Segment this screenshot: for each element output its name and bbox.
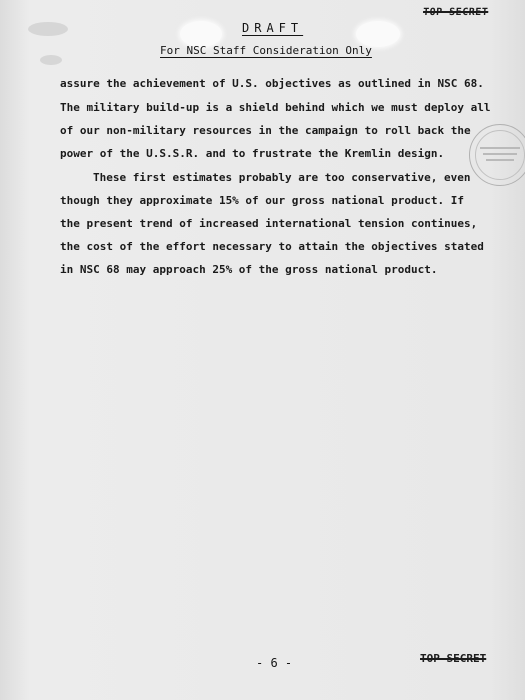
paragraph-2-line-5: in NSC 68 may approach 25% of the gross national product. <box>60 263 438 276</box>
draft-label: DRAFT <box>242 21 304 35</box>
archival-stamp-seal <box>469 124 525 186</box>
paragraph-2-line-4: the cost of the effort necessary to attain the objectives stated <box>60 240 484 253</box>
paragraph-1-line-1: assure the achievement of U.S. objectives as outlined in NSC 68. <box>60 77 484 90</box>
stamp-line <box>480 147 520 149</box>
classification-mark-top: TOP SECRET <box>422 7 489 18</box>
consideration-note: For NSC Staff Consideration Only <box>160 44 372 57</box>
classification-mark-bottom: TOP SECRET <box>420 652 487 665</box>
corner-smudge <box>28 22 68 36</box>
paragraph-1-line-2: The military build-up is a shield behind which we must deploy all <box>60 101 491 114</box>
paragraph-2-line-1: These first estimates probably are too conservative, even <box>93 171 471 184</box>
paragraph-1-line-4: power of the U.S.S.R. and to frustrate the Kremlin design. <box>60 147 445 160</box>
paragraph-2-line-2: though they approximate 15% of our gross national product. If <box>60 194 464 207</box>
paragraph-1-line-3: of our non-military resources in the campaign to roll back the <box>60 124 471 137</box>
paragraph-2-line-3: the present trend of increased international tension continues, <box>60 217 478 230</box>
margin-smudge <box>40 55 62 65</box>
page-number: - 6 - <box>256 656 293 670</box>
stamp-line <box>486 159 514 161</box>
stamp-line <box>483 153 517 155</box>
